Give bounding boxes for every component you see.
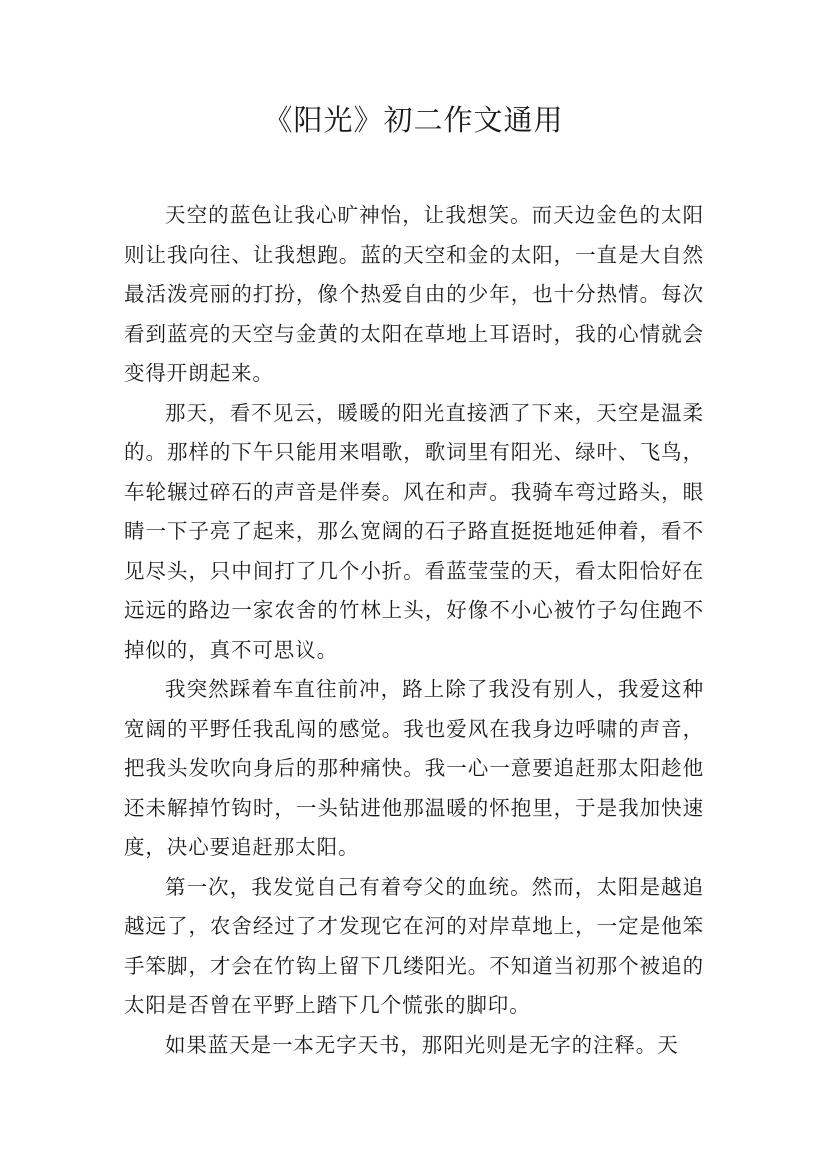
document-title: 《阳光》初二作文通用 [263,103,564,137]
paragraph: 我突然踩着车直往前冲，路上除了我没有别人，我爱这种宽阔的平野任我乱闯的感觉。我也爱风在我身边呼啸的声音，把我头发吹向身后的那种痛快。我一心一意要追赶那太阳趁他还未解掉竹钩时，一头钻进他那温暖的怀抱里，于是我加快速度，决心要追赶那太阳。 [124,677,704,859]
paragraph: 如果蓝天是一本无字天书，那阳光则是无字的注释。天 [165,1032,679,1057]
document-body [124,196,704,1065]
paragraph: 那天，看不见云，暖暖的阳光直接洒了下来，天空是温柔的。那样的下午只能用来唱歌，歌词里有阳光、绿叶、飞鸟，车轮辗过碎石的声音是伴奏。风在和声。我骑车弯过路头，眼睛一下子亮了起来，那么宽阔的石子路直挺挺地延伸着，看不见尽头，只中间打了几个小折。看蓝莹莹的天，看太阳恰好在远远的路边一家农舍的竹林上头，好像不小心被竹子勾住跑不掉似的，真不可思议。 [124,400,704,662]
paragraph: 第一次，我发觉自己有着夸父的血统。然而，太阳是越追越远了，农舍经过了才发现它在河的对岸草地上，一定是他笨手笨脚，才会在竹钩上留下几缕阳光。不知道当初那个被追的太阳是否曾在平野上踏下几个慌张的脚印。 [124,874,704,1017]
paragraph: 天空的蓝色让我心旷神怡，让我想笑。而天边金色的太阳则让我向往、让我想跑。蓝的天空和金的太阳，一直是大自然最活泼亮丽的打扮，像个热爱自由的少年，也十分热情。每次看到蓝亮的天空与金黄的太阳在草地上耳语时，我的心情就会变得开朗起来。 [124,203,704,385]
